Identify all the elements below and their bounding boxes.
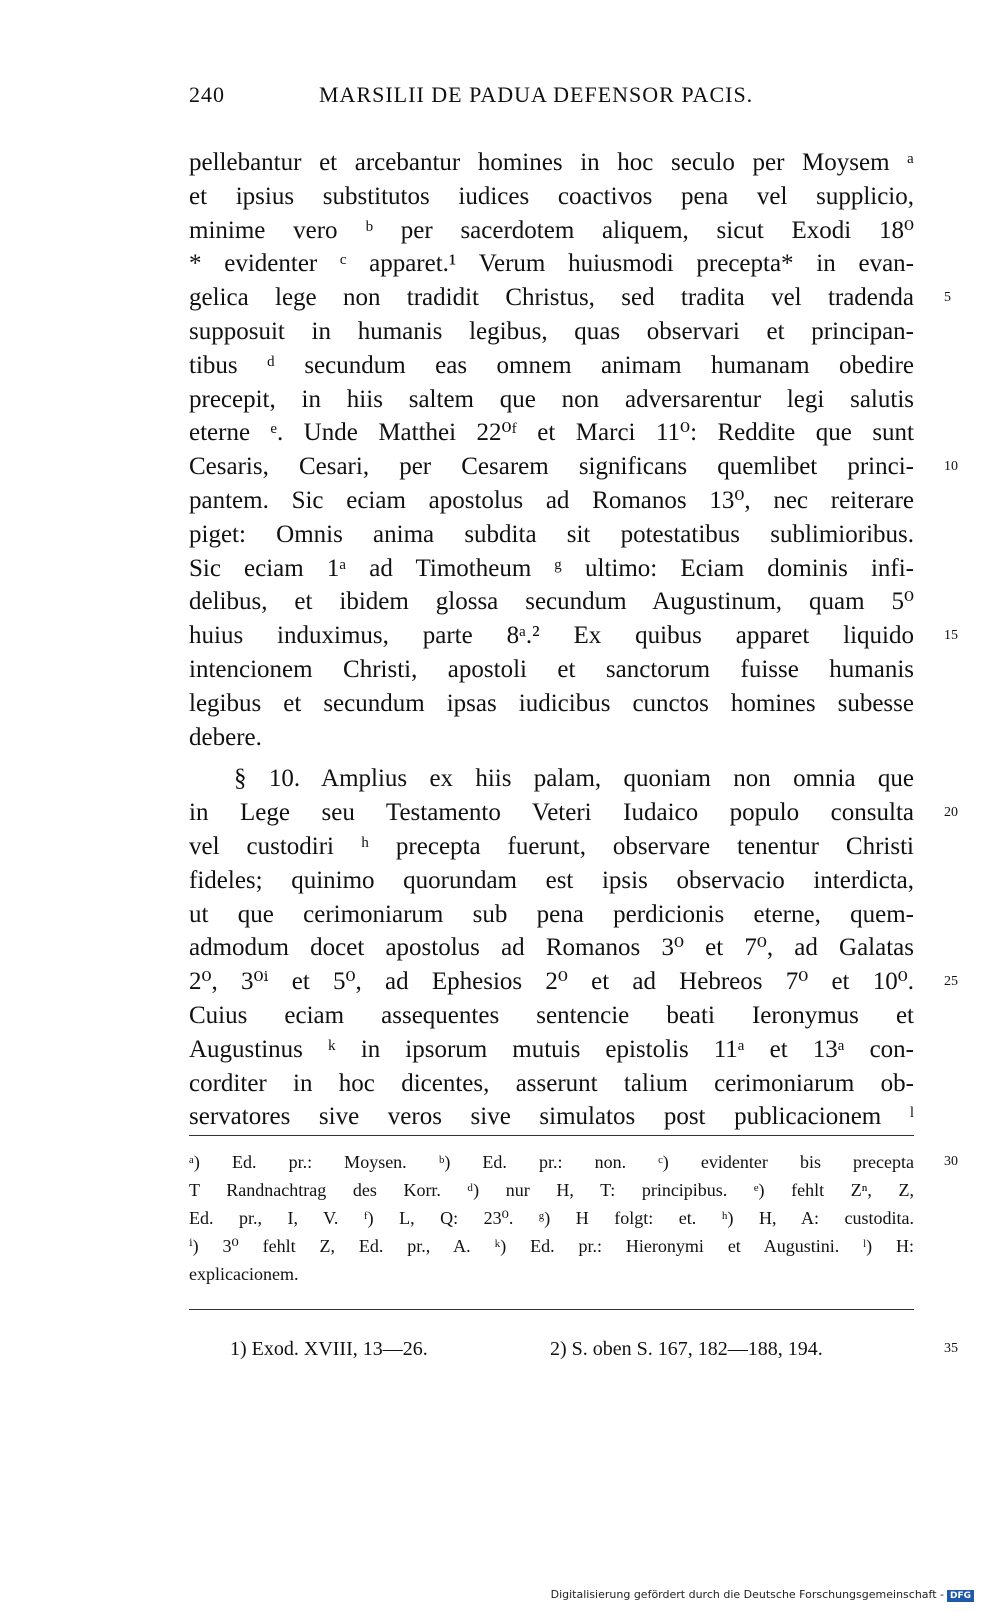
line-text: gelica lege non tradidit Christus, sed tradita vel tradenda bbox=[189, 284, 914, 312]
text-line bbox=[189, 1232, 914, 1260]
line-text: § 10. Amplius ex hiis palam, quoniam non omnia que bbox=[234, 765, 914, 793]
text-line bbox=[189, 965, 958, 999]
running-title: MARSILII DE PADUA DEFENSOR PACIS. bbox=[319, 82, 754, 107]
text-line bbox=[189, 1033, 914, 1067]
line-text: vel custodiri ʰ precepta fuerunt, observare tenentur Christi bbox=[189, 832, 914, 860]
line-text: eterne ᵉ. Unde Matthei 22⁰ᶠ et Marci 11⁰: Reddite que sunt bbox=[189, 419, 914, 447]
line-text: Sic eciam 1ᵃ ad Timotheum ᵍ ultimo: Eciam dominis infi- bbox=[189, 554, 914, 582]
text-line bbox=[189, 518, 914, 552]
footnotes bbox=[230, 1334, 958, 1364]
footnote-divider bbox=[189, 1309, 914, 1310]
line-text: Ed. pr., I, V. ᶠ) L, Q: 23⁰. ᵍ) H folgt: et. ʰ) H, A: custodita. bbox=[189, 1208, 914, 1228]
text-line bbox=[189, 1067, 914, 1101]
text-line bbox=[189, 484, 914, 518]
text-line bbox=[189, 687, 914, 721]
line-text: T Randnachtrag des Korr. ᵈ) nur H, T: principibus. ᵉ) fehlt Zⁿ, Z, bbox=[189, 1180, 914, 1200]
text-line bbox=[189, 721, 914, 755]
paragraph-gap bbox=[189, 754, 914, 762]
text-line bbox=[189, 830, 914, 864]
text-line bbox=[189, 383, 914, 417]
line-text: intencionem Christi, apostoli et sanctorum fuisse humanis bbox=[189, 655, 914, 683]
line-text: ᵃ) Ed. pr.: Moysen. ᵇ) Ed. pr.: non. ᶜ) evidenter bis precepta bbox=[189, 1152, 914, 1172]
line-number: 30 bbox=[944, 1154, 958, 1169]
line-text: ut que cerimoniarum sub pena perdicionis eterne, quem- bbox=[189, 900, 914, 928]
text-line bbox=[189, 999, 914, 1033]
text-line bbox=[189, 762, 914, 796]
text-line bbox=[189, 1176, 914, 1204]
paragraph-2 bbox=[189, 762, 958, 1134]
line-text: servatores sive veros sive simulatos post publicacionem ˡ bbox=[189, 1103, 914, 1131]
line-number: 5 bbox=[944, 290, 951, 306]
text-line bbox=[189, 552, 914, 586]
text-line bbox=[189, 315, 914, 349]
line-number: 35 bbox=[944, 1341, 958, 1356]
line-text: et ipsius substitutos iudices coactivos pena vel supplicio, bbox=[189, 182, 914, 210]
line-text: admodum docet apostolus ad Romanos 3⁰ et 7⁰, ad Galatas bbox=[189, 934, 914, 962]
main-text bbox=[189, 146, 958, 1134]
line-number: 25 bbox=[944, 974, 958, 990]
text-line bbox=[189, 1204, 914, 1232]
page-header bbox=[189, 82, 914, 122]
text-line bbox=[189, 796, 958, 830]
line-number: 15 bbox=[944, 628, 958, 644]
line-text: 2⁰, 3⁰ⁱ et 5⁰, ad Ephesios 2⁰ et ad Hebreos 7⁰ et 10⁰. bbox=[189, 968, 914, 996]
line-text: minime vero ᵇ per sacerdotem aliquem, sicut Exodi 18⁰ bbox=[189, 216, 914, 244]
text-line bbox=[189, 864, 914, 898]
line-text: pantem. Sic eciam apostolus ad Romanos 13⁰, nec reiterare bbox=[189, 486, 914, 514]
paragraph-1 bbox=[189, 146, 958, 754]
dfg-logo: DFG bbox=[947, 1590, 974, 1602]
line-number: 20 bbox=[944, 805, 958, 821]
line-text: pellebantur et arcebantur homines in hoc seculo per Moysem ᵃ bbox=[189, 149, 914, 176]
text-line bbox=[189, 1260, 914, 1288]
line-text: Cesaris, Cesari, per Cesarem significans quemlibet princi- bbox=[189, 453, 914, 481]
line-text: huius induximus, parte 8ᵃ.² Ex quibus apparet liquido bbox=[189, 622, 914, 650]
page-number: 240 bbox=[189, 82, 225, 107]
text-line bbox=[189, 898, 914, 932]
text-line bbox=[189, 416, 914, 450]
line-text: ⁱ) 3⁰ fehlt Z, Ed. pr., A. ᵏ) Ed. pr.: Hieronymi et Augustini. ˡ) H: bbox=[189, 1236, 914, 1256]
apparatus-divider bbox=[189, 1135, 914, 1136]
digitization-credit bbox=[551, 1588, 974, 1602]
text-line bbox=[189, 619, 958, 653]
footnote-1: 1) Exod. XVIII, 13—26. bbox=[230, 1338, 428, 1360]
text-line bbox=[189, 146, 914, 180]
line-text: piget: Omnis anima subdita sit potestatibus sublimioribus. bbox=[189, 520, 914, 548]
line-text: tibus ᵈ secundum eas omnem animam humanam obedire bbox=[189, 351, 914, 379]
text-line bbox=[189, 1148, 958, 1176]
critical-apparatus bbox=[189, 1148, 958, 1288]
text-line bbox=[189, 1100, 914, 1134]
line-text: explicacionem. bbox=[189, 1264, 299, 1284]
text-line bbox=[189, 653, 914, 687]
text-line bbox=[189, 247, 914, 281]
line-text: supposuit in humanis legibus, quas observari et principan- bbox=[189, 317, 914, 345]
line-text: Cuius eciam assequentes sentencie beati Ieronymus et bbox=[189, 1001, 914, 1029]
text-line bbox=[189, 281, 951, 315]
line-text: fideles; quinimo quorundam est ipsis observacio interdicta, bbox=[189, 866, 914, 894]
footnote-2: 2) S. oben S. 167, 182—188, 194. bbox=[550, 1338, 823, 1360]
text-line bbox=[189, 585, 914, 619]
line-text: delibus, et ibidem glossa secundum Augustinum, quam 5⁰ bbox=[189, 588, 914, 616]
line-text: legibus et secundum ipsas iudicibus cunctos homines subesse bbox=[189, 689, 914, 717]
line-text: corditer in hoc dicentes, asserunt talium cerimoniarum ob- bbox=[189, 1069, 914, 1097]
line-text: precepit, in hiis saltem que non adversarentur legi salutis bbox=[189, 385, 914, 413]
text-line bbox=[189, 931, 914, 965]
line-text: Augustinus ᵏ in ipsorum mutuis epistolis 11ᵃ et 13ᵃ con- bbox=[189, 1035, 914, 1063]
line-text: debere. bbox=[189, 723, 262, 751]
text-line bbox=[189, 450, 958, 484]
text-line bbox=[189, 180, 914, 214]
text-line bbox=[189, 214, 914, 248]
line-number: 10 bbox=[944, 459, 958, 475]
text-line bbox=[189, 349, 914, 383]
credit-text: Digitalisierung gefördert durch die Deutsche Forschungsgemeinschaft - bbox=[550, 1588, 944, 1601]
line-text: * evidenter ᶜ apparet.¹ Verum huiusmodi precepta* in evan- bbox=[189, 250, 914, 278]
line-text: in Lege seu Testamento Veteri Iudaico populo consulta bbox=[189, 799, 914, 827]
